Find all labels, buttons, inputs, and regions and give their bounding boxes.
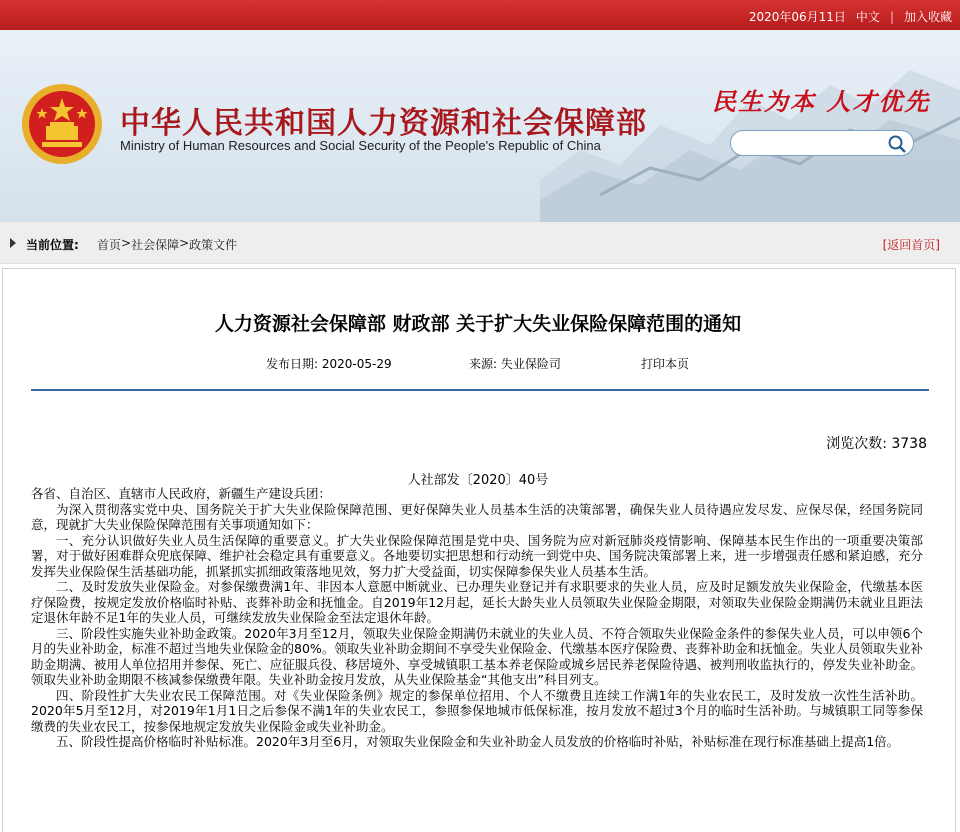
paragraph: 三、阶段性实施失业补助金政策。2020年3月至12月，领取失业保险金期满仍未就业的失业人员、不符合领取失业保险金条件的参保失业人员，可以申领6个月的失业补助金，标准不超过当地失业保险金的80%。领取失业补助金期间不享受失业保险金、代缴基本医疗保险费、丧葬补助金和抚恤金。失业人员领取失业补助金期满、被用人单位招用并参保、死亡、应征服兵役、移居境外、享受城镇职工基本养老保险或城乡居民养老保险待遇、被判刑收监执行的，停发失业补助金。领取失业补助金期限不核减参保缴费年限。失业补助金按月发放，从失业保险基金“其他支出”科目列支。 [31,625,923,687]
paragraph: 四、阶段性扩大失业农民工保障范围。对《失业保险条例》规定的参保单位招用、个人不缴费且连续工作满1年的失业农民工，及时发放一次性生活补助。2020年5月至12月，对2019年1月1日之后参保不满1年的失业农民工，参照参保地城市低保标准，按月发放不超过3个月的临时生活补助。与城镇职工同等参保缴费的失业农民工，按参保地规定发放失业保险金或失业补助金。 [31,687,923,734]
search-icon[interactable] [887,134,907,154]
breadcrumb-sep: > [179,236,190,250]
paragraph: 五、阶段性提高价格临时补贴标准。2020年3月至6月，对领取失业保险金和失业补助金人员发放的价格临时补贴，补贴标准在现行标准基础上提高1倍。 [56,734,900,749]
search-box [730,130,914,156]
document-number: 人社部发〔2020〕40号 [407,473,549,488]
ministry-title-en: Ministry of Human Resources and Social Security of the People's Republic of China [120,138,601,153]
top-bar [0,0,960,30]
national-emblem-icon [20,82,104,166]
print-link[interactable]: 打印本页 [641,357,690,371]
title-divider [31,389,929,391]
paragraph: 一、充分认识做好失业人员生活保障的重要意义。扩大失业保险保障范围是党中央、国务院为应对新冠肺炎疫情影响、保障基本民生作出的一项重要决策部署，对于做好困难群众兜底保障、维护社会稳定具有重要意义。各地要切实把思想和行动统一到党中央、国务院决策部署上来，进一步增强责任感和紧迫感，充分发挥失业保险保生活基础功能，抓紧抓实抓细政策落地见效，努力扩大受益面，切实保障参保失业人员基本生活。 [31,532,923,579]
paragraph: 为深入贯彻落实党中央、国务院关于扩大失业保险保障范围、更好保障失业人员基本生活的决策部署，确保失业人员待遇应发尽发、应保尽保，经国务院同意，现就扩大失业保险保障范围有关事项通知如下： [31,501,923,532]
paragraph-salutation: 各省、自治区、直辖市人民政府，新疆生产建设兵团： [31,486,332,501]
search-input[interactable] [741,134,881,152]
article-card [2,268,956,832]
article-title: 人力资源社会保障部 财政部 关于扩大失业保险保障范围的通知 [214,313,742,335]
breadcrumb-label: 当前位置: [26,238,79,252]
slogan: 民生为本 人才优先 [712,87,931,116]
breadcrumb [97,236,237,253]
ministry-title-cn: 中华人民共和国人力资源和社会保障部 [120,106,647,141]
view-count: 浏览次数: 3738 [826,436,927,452]
article-body [31,486,923,750]
article-source: 来源: 失业保险司 [469,357,561,371]
add-favorite-link[interactable]: 加入收藏 [903,10,952,24]
site-header [0,30,960,222]
back-home-link[interactable]: [返回首页] [882,238,940,252]
breadcrumb-social-security[interactable]: 社会保障 [131,238,180,252]
paragraph: 二、及时发放失业保险金。对参保缴费满1年、非因本人意愿中断就业、已办理失业登记并有求职要求的失业人员，应及时足额发放失业保险金，代缴基本医疗保险费，按规定发放价格临时补贴、丧葬补助金和抚恤金。自2019年12月起，延长大龄失业人员领取失业保险金期限，对领取失业保险金期满仍未就业且距法定退休年龄不足1年的失业人员，可继续发放失业保险金至法定退休年龄。 [31,579,923,625]
play-arrow-icon [10,238,16,248]
language-link[interactable]: 中文 [855,10,880,24]
current-date: 2020年06月11日 [748,10,846,24]
breadcrumb-sep: > [121,236,132,250]
breadcrumb-home[interactable]: 首页 [97,238,122,252]
publish-date: 发布日期: 2020-05-29 [266,357,392,371]
breadcrumb-bar [0,222,960,264]
breadcrumb-policy-docs[interactable]: 政策文件 [189,238,238,252]
topbar-separator: | [889,9,894,24]
